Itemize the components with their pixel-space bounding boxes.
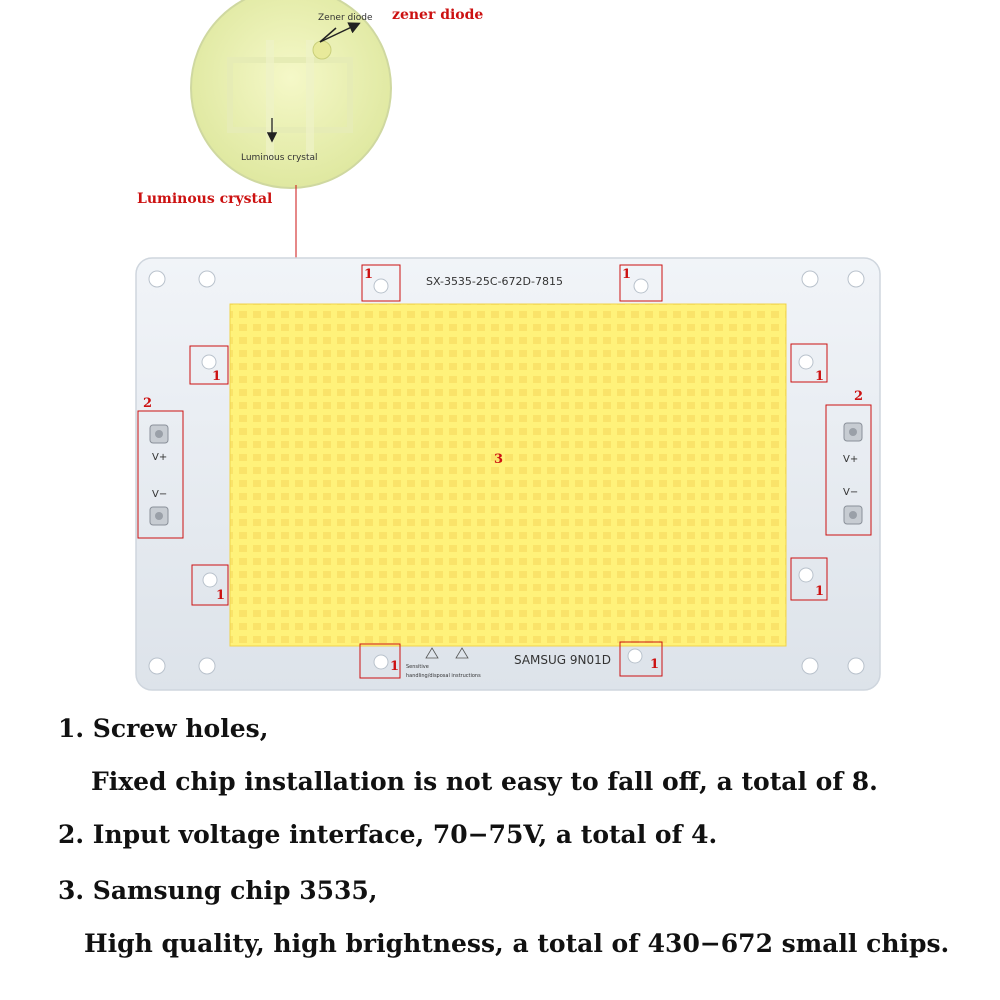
screw-hole-number: 1 (650, 657, 660, 672)
cob-board (136, 258, 880, 690)
corner-hole (848, 658, 864, 674)
zener-callout: zener diode (392, 7, 484, 23)
screw-hole (202, 355, 216, 369)
description-item-1-title: 1. Screw holes, (58, 714, 269, 743)
screw-hole-number: 1 (622, 267, 632, 282)
description-item-1-detail: Fixed chip installation is not easy to fall off, a total of 8. (91, 767, 878, 796)
inset-zener-label: Zener diode (318, 13, 373, 23)
solder-point (155, 512, 163, 520)
inset-crystal-label: Luminous crystal (241, 153, 318, 163)
screw-hole-number: 1 (815, 369, 825, 384)
crystal-callout: Luminous crystal (137, 191, 273, 207)
screw-hole-number: 1 (216, 588, 226, 603)
terminal-number: 2 (143, 396, 153, 411)
screw-hole (799, 568, 813, 582)
screw-hole-number: 1 (212, 369, 222, 384)
screw-hole (628, 649, 642, 663)
screw-hole (374, 279, 388, 293)
magnified-inset (191, 0, 391, 188)
screw-hole-number: 1 (390, 659, 400, 674)
corner-hole (149, 658, 165, 674)
corner-hole (848, 271, 864, 287)
zener-diode-shape (313, 41, 331, 59)
solder-point (849, 511, 857, 519)
board-brand-text: SAMSUG 9N01D (514, 653, 612, 667)
description-item-3-title: 3. Samsung chip 3535, (58, 876, 378, 905)
corner-hole (149, 271, 165, 287)
corner-hole (199, 658, 215, 674)
chip-number: 3 (494, 452, 504, 467)
board-model-text: SX-3535-25C-672D-7815 (426, 275, 563, 288)
board-warning-text: Sensitive (406, 664, 429, 670)
chip-grid (230, 304, 786, 646)
corner-hole (802, 658, 818, 674)
screw-hole (799, 355, 813, 369)
description-item-3-detail: High quality, high brightness, a total of 430−672 small chips. (84, 929, 950, 958)
screw-hole-number: 1 (364, 267, 374, 282)
screw-hole (374, 655, 388, 669)
board-handling-text: handling/disposal instructions (406, 673, 481, 679)
v-plus-label: V+ (152, 452, 168, 463)
screw-hole-number: 1 (815, 584, 825, 599)
solder-point (849, 428, 857, 436)
screw-hole (203, 573, 217, 587)
description-item-2: 2. Input voltage interface, 70−75V, a total of 4. (58, 820, 718, 849)
terminal-number: 2 (854, 389, 864, 404)
corner-hole (802, 271, 818, 287)
screw-hole (634, 279, 648, 293)
solder-point (155, 430, 163, 438)
description-list (0, 700, 1000, 1000)
v-plus-label: V+ (843, 454, 859, 465)
corner-hole (199, 271, 215, 287)
v-minus-label: V− (843, 487, 859, 498)
v-minus-label: V− (152, 489, 168, 500)
